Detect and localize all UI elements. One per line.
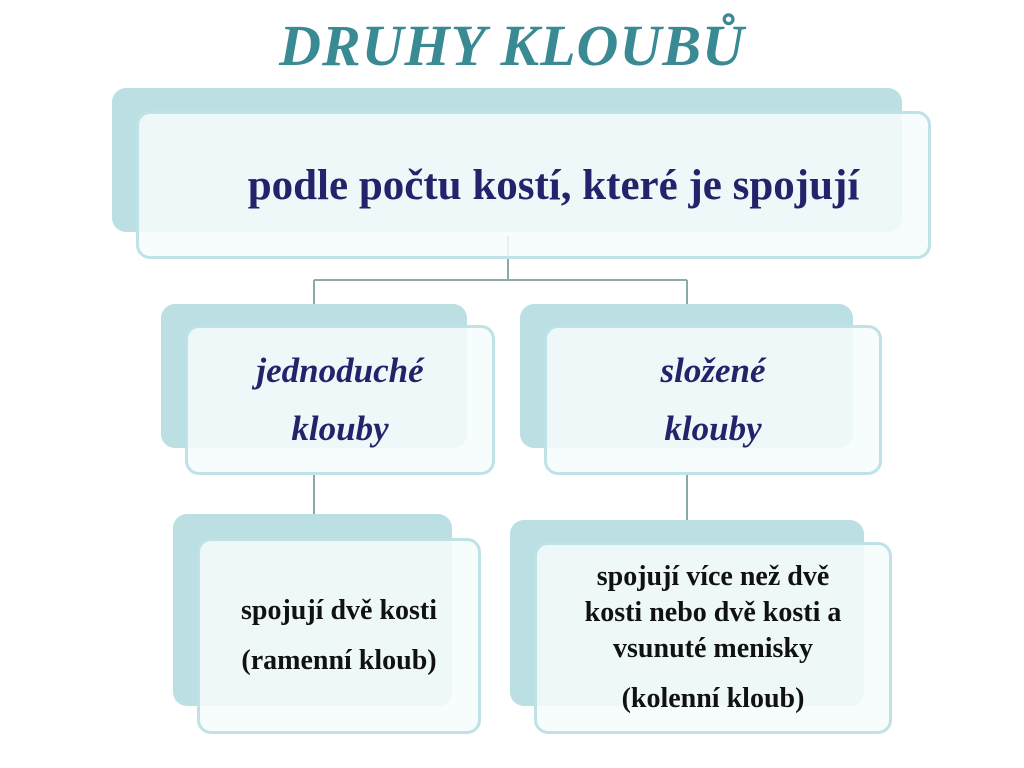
description-line: kosti nebo dvě kosti a (584, 597, 842, 628)
category-label-line: klouby (291, 409, 389, 448)
description-line: vsunuté menisky (613, 633, 813, 664)
description-line: spojují více než dvě (596, 561, 830, 592)
root-node (136, 111, 931, 259)
slide-title: DRUHY KLOUBŮ (279, 13, 745, 78)
description-example: (kolenní kloub) (621, 683, 805, 714)
description-line: spojují dvě kosti (240, 595, 438, 626)
description-node-compound (534, 542, 892, 734)
root-node-label: podle počtu kostí, které je spojují (247, 161, 860, 209)
description-node-simple (197, 538, 481, 734)
category-node-compound (544, 325, 882, 475)
category-label-line: složené (660, 351, 766, 390)
description-example: (ramenní kloub) (241, 645, 437, 676)
category-node-simple (185, 325, 495, 475)
category-label-line: klouby (664, 409, 762, 448)
category-label-line: jednoduché (256, 351, 424, 390)
